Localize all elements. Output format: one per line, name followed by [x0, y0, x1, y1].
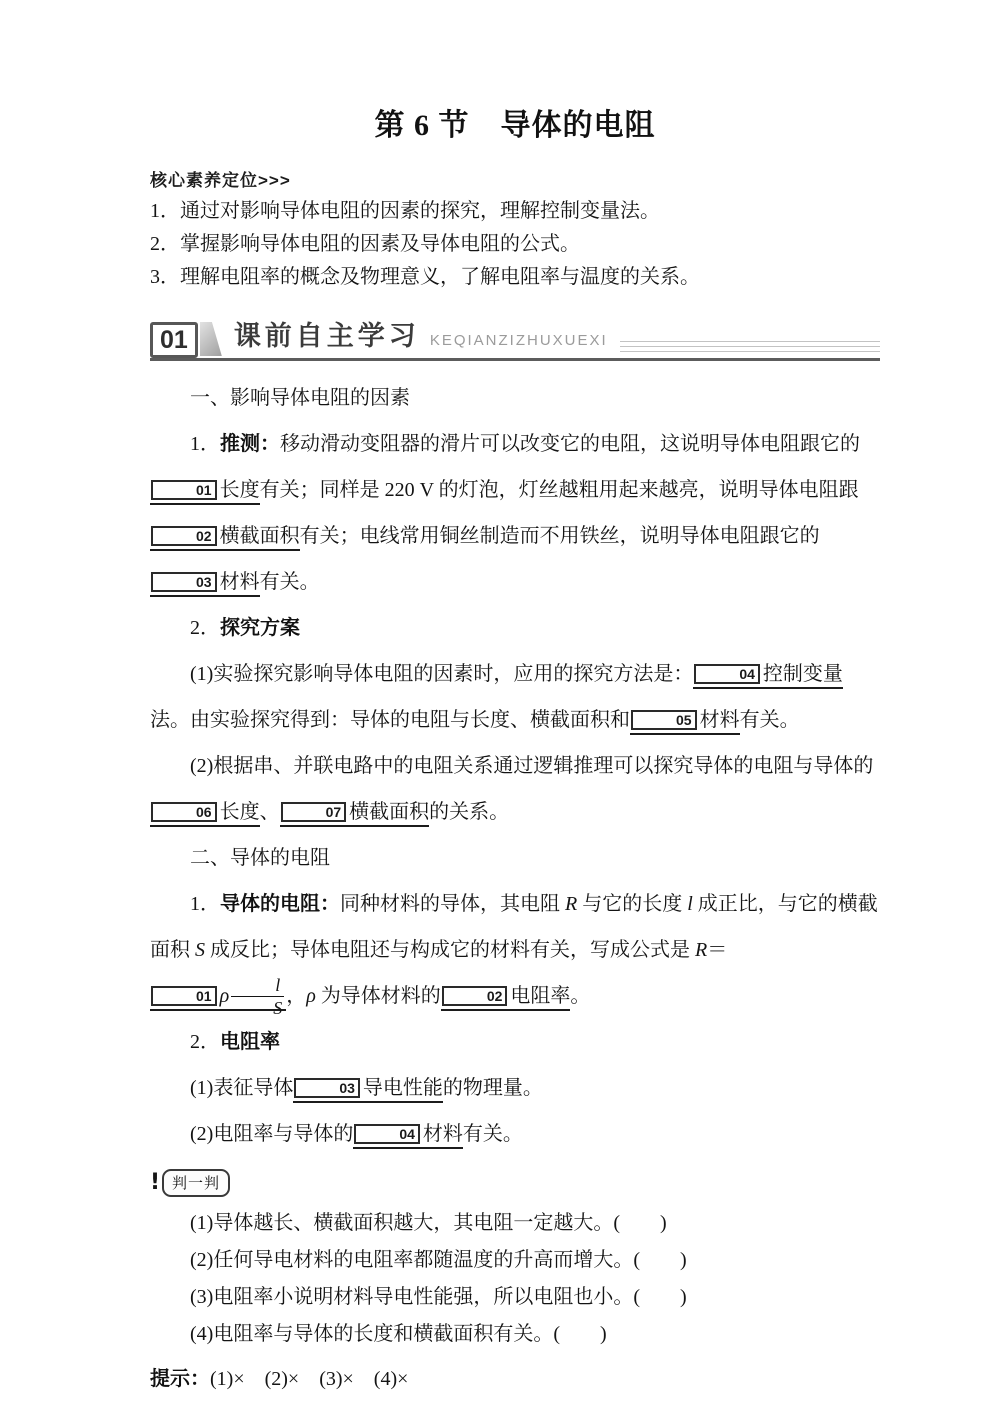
- answer-blank: 07 横截面积: [280, 801, 430, 827]
- para-conductor-resistance: 1．导体的电阻：同种材料的导体，其电阻 R 与它的长度 l 成正比，与它的横截面积 S 成反比；导体电阻还与构成它的材料有关，写成公式是 R＝01 ρ $\frac{l}{S}$ ，ρ 为导体材料的 02 电阻率。: [150, 893, 878, 1018]
- answer-number-box: 01: [151, 986, 217, 1006]
- answer-blank: 05 材料: [630, 709, 740, 735]
- answer-number-box: 04: [694, 664, 760, 684]
- heading-section-two: 二、导体的电阻: [190, 847, 330, 869]
- objective-item: 3．理解电阻率的概念及物理意义，了解电阻率与温度的关系。: [150, 266, 700, 288]
- fraction-numerator: l: [231, 976, 284, 997]
- answer-number-box: 06: [151, 802, 217, 822]
- math-symbol: R: [565, 893, 578, 915]
- page-title: 第 6 节 导体的电阻: [374, 109, 656, 142]
- judge-badge: [150, 1169, 880, 1197]
- para-speculation: 1．推测：移动滑动变阻器的滑片可以改变它的电阻，这说明导体电阻跟它的01 长度有关；同样是 220 V 的灯泡，灯丝越粗用起来越亮，说明导体电阻跟02 横截面积有关；电线常用铜丝制造而不用铁丝，说明导体电阻跟它的03 材料有关。: [150, 421, 880, 605]
- answer-blank: 02 电阻率: [441, 985, 571, 1011]
- answer-blank: 04 材料: [353, 1123, 463, 1149]
- bold-text: 电阻率: [220, 1031, 280, 1053]
- para-plan-1: (1)实验探究影响导体电阻的因素时，应用的探究方法是： 04 控制变量法。由实验探究得到：导体的电阻与长度、横截面积和 05 材料有关。: [150, 651, 880, 743]
- banner-subtitle: KEQIANZIZHUXUEXI: [429, 332, 608, 349]
- heading-plan: 2．探究方案: [190, 617, 300, 639]
- bold-text: 推测：: [220, 433, 280, 455]
- core-literacy-label: 核心素养定位>>>: [150, 171, 291, 190]
- judge-questions: [150, 1205, 880, 1353]
- heading-section-one: 一、影响导体电阻的因素: [190, 387, 410, 409]
- section-banner: [150, 314, 880, 361]
- document-body: [150, 375, 880, 1157]
- judge-badge-label: 判一判: [162, 1169, 230, 1197]
- answer-blank: [150, 974, 286, 1018]
- answer-number-box: 02: [442, 986, 508, 1006]
- fraction: [231, 976, 284, 1017]
- judge-item: (1)导体越长、横截面积越大，其电阻一定越大。( ): [190, 1212, 667, 1234]
- judge-item: (3)电阻率小说明材料导电性能强，所以电阻也小。( ): [190, 1286, 687, 1308]
- banner-fold-icon: [200, 322, 222, 356]
- para-resistivity-1: (1)表征导体 03 导电性能的物理量。: [150, 1065, 880, 1111]
- math-symbol: R: [695, 939, 708, 961]
- answer-blank: 06 长度: [150, 801, 260, 827]
- fraction-denominator: S: [273, 997, 283, 1018]
- banner-rule-lines: [620, 341, 880, 352]
- math-symbol: ρ: [219, 985, 230, 1007]
- banner-title: 课前自主学习: [233, 321, 420, 351]
- answer-number-box: 02: [151, 526, 217, 546]
- judge-item: (2)任何导电材料的电阻率都随温度的升高而增大。( ): [190, 1249, 687, 1271]
- bold-text: 导体的电阻：: [220, 893, 340, 915]
- judge-item: (4)电阻率与导体的长度和横截面积有关。( ): [190, 1323, 607, 1345]
- answer-number-box: 07: [281, 802, 347, 822]
- answer-number-box: 03: [151, 572, 217, 592]
- bold-text: 提示：: [150, 1368, 210, 1390]
- answer-number-box: 01: [151, 480, 217, 500]
- math-symbol: S: [195, 939, 205, 961]
- objective-item: 1．通过对影响导体电阻的因素的探究，理解控制变量法。: [150, 200, 660, 222]
- answer-blank: 01 长度: [150, 479, 260, 505]
- bold-text: 探究方案: [220, 617, 300, 639]
- answer-blank: 03 材料: [150, 571, 260, 597]
- answer-blank: 03 导电性能: [293, 1077, 443, 1103]
- heading-resistivity: 2．电阻率: [190, 1031, 280, 1053]
- para-resistivity-2: (2)电阻率与导体的 04 材料有关。: [150, 1111, 880, 1157]
- answer-number-box: 03: [294, 1078, 360, 1098]
- objectives-list: [150, 195, 880, 294]
- answer-number-box: 05: [631, 710, 697, 730]
- exclamation-icon: !: [150, 1170, 161, 1195]
- answer-number-box: 04: [354, 1124, 420, 1144]
- answer-blank: 04 控制变量: [693, 663, 843, 689]
- math-symbol: ρ: [306, 985, 316, 1007]
- section-number-badge: 01: [150, 322, 198, 358]
- objective-item: 2．掌握影响导体电阻的因素及导体电阻的公式。: [150, 233, 580, 255]
- math-symbol: l: [687, 893, 693, 915]
- hint-line: 提示：(1)× (2)× (3)× (4)×: [150, 1368, 409, 1390]
- para-plan-2: (2)根据串、并联电路中的电阻关系通过逻辑推理可以探究导体的电阻与导体的06 长度、 07 横截面积的关系。: [150, 743, 880, 835]
- answer-blank: 02 横截面积: [150, 525, 300, 551]
